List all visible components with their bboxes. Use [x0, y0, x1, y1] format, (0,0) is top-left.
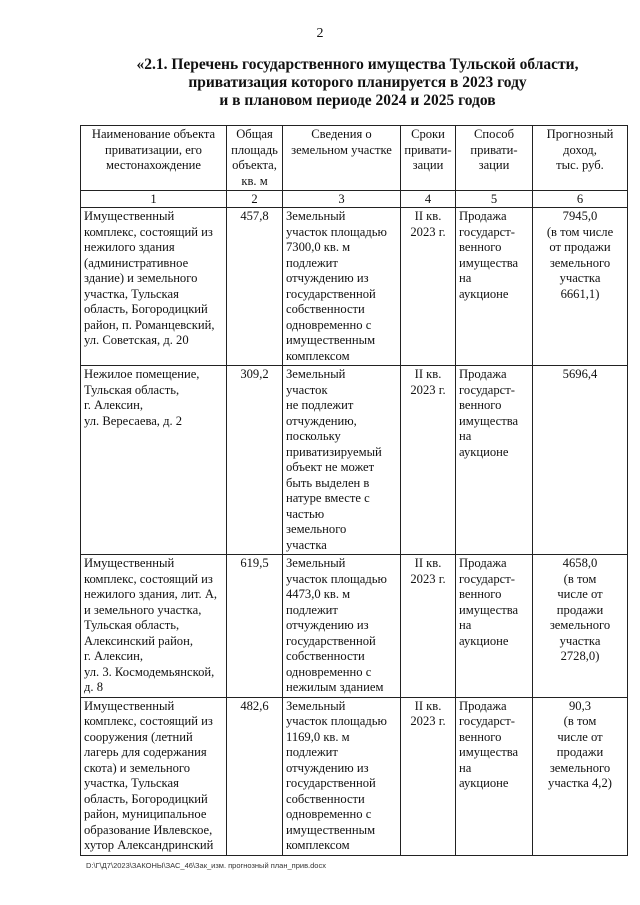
- property-table: [80, 125, 628, 856]
- heading-line-1: «2.1. Перечень государственного имущества Тульской области,: [136, 56, 579, 73]
- header-object-name-line: Наименование объекта: [91, 127, 216, 141]
- land-info-line: не подлежит: [286, 398, 354, 412]
- term-line: 2023 г.: [410, 382, 446, 397]
- land-info-line: участка: [286, 537, 327, 552]
- income-line: (в том: [563, 714, 597, 728]
- column-number: 6: [533, 191, 628, 208]
- income-line: числе от: [557, 587, 603, 601]
- column-number: 3: [283, 191, 401, 208]
- income-line: 2728,0): [560, 649, 600, 663]
- object-name-line: лагерь для содержания: [84, 745, 207, 759]
- cell-method: [456, 697, 533, 855]
- method-line: имущества: [459, 602, 519, 617]
- income-line: 6661,1): [560, 286, 600, 301]
- cell-land-info: [283, 555, 401, 698]
- income-line: продажи: [556, 745, 604, 759]
- cell-area: 457,8: [227, 208, 283, 366]
- method-line: на: [459, 271, 472, 285]
- header-object-name-line: местонахождение: [106, 158, 201, 172]
- land-info-line: государственной: [286, 286, 376, 301]
- header-area-line: Общая: [236, 127, 273, 141]
- object-name-line: (административное: [84, 255, 189, 270]
- term-line: 2023 г.: [410, 224, 446, 239]
- method-line: аукционе: [459, 286, 509, 301]
- land-info-line: объект не может: [286, 460, 375, 474]
- cell-income: [533, 366, 628, 555]
- header-object-name: [81, 126, 227, 191]
- table-header-row: [81, 126, 628, 191]
- header-land-info: [283, 126, 401, 191]
- land-info-line: Земельный: [286, 367, 346, 381]
- term-line: II кв.: [414, 209, 442, 223]
- method-line: имущества: [459, 255, 519, 270]
- header-area-line: площадь: [231, 142, 278, 157]
- income-line: 7945,0: [562, 209, 598, 223]
- method-line: на: [459, 760, 472, 775]
- term-line: II кв.: [414, 556, 442, 570]
- cell-method: [456, 366, 533, 555]
- cell-term: [401, 208, 456, 366]
- method-line: венного: [459, 729, 502, 744]
- land-info-line: 7300,0 кв. м: [286, 240, 351, 254]
- object-name-line: образование Ивлевское,: [84, 822, 213, 837]
- header-term: [401, 126, 456, 191]
- header-area-line: объекта,: [232, 158, 277, 172]
- cell-object-name: [81, 555, 227, 698]
- method-line: Продажа: [459, 209, 507, 223]
- land-info-line: нежилым зданием: [286, 680, 384, 694]
- header-income: [533, 126, 628, 191]
- object-name-line: д. 8: [84, 680, 104, 694]
- method-line: Продажа: [459, 698, 507, 713]
- table-row: [81, 697, 628, 855]
- income-line: участка: [559, 633, 601, 648]
- header-area-line: кв. м: [241, 173, 268, 188]
- land-info-line: комплексом: [286, 348, 350, 363]
- object-name-line: комплекс, состоящий из: [84, 224, 213, 239]
- heading-line-3: и в плановом периоде 2024 и 2025 годов: [219, 92, 496, 109]
- land-info-line: земельного: [286, 522, 347, 536]
- column-number: 5: [456, 191, 533, 208]
- income-line: (в том: [563, 571, 597, 586]
- cell-land-info: [283, 697, 401, 855]
- income-line: (в том числе: [546, 224, 614, 239]
- income-line: земельного: [549, 760, 611, 775]
- table-row: [81, 208, 628, 366]
- table-row: [81, 366, 628, 555]
- object-name-line: г. Алексин,: [84, 398, 144, 412]
- land-info-line: 4473,0 кв. м: [286, 587, 351, 601]
- table-body: [81, 208, 628, 856]
- object-name-line: г. Алексин,: [84, 649, 144, 663]
- header-area: [227, 126, 283, 191]
- header-term-line: зации: [412, 158, 444, 172]
- column-number-row: [81, 191, 628, 208]
- land-info-line: одновременно с: [286, 317, 372, 332]
- term-line: II кв.: [414, 698, 442, 713]
- object-name-line: ул. Вересаева, д. 2: [84, 413, 183, 428]
- table-row: [81, 555, 628, 698]
- land-info-line: участок площадью: [286, 224, 387, 239]
- object-name-line: участка, Тульская: [84, 286, 179, 301]
- method-line: государст-: [459, 714, 515, 728]
- object-name-line: Имущественный: [84, 209, 175, 223]
- cell-income: [533, 697, 628, 855]
- land-info-line: государственной: [286, 776, 376, 790]
- object-name-line: участка, Тульская: [84, 776, 179, 790]
- land-info-line: Земельный: [286, 698, 346, 713]
- method-line: венного: [459, 587, 502, 601]
- land-info-line: одновременно с: [286, 807, 372, 821]
- cell-income: [533, 555, 628, 698]
- column-number: 1: [81, 191, 227, 208]
- cell-method: [456, 208, 533, 366]
- land-info-line: государственной: [286, 633, 376, 648]
- page-number: 2: [316, 26, 324, 41]
- land-info-line: поскольку: [286, 429, 341, 443]
- header-method-line: зации: [478, 158, 510, 172]
- cell-area: 309,2: [227, 366, 283, 555]
- land-info-line: участок площадью: [286, 714, 387, 728]
- file-path-footer: D:\Г\Д7\2023\ЗАКОНЫ\ЗАС_46\Зак_изм. прогнозный план_прив.docx: [86, 861, 326, 870]
- header-method-line: Способ: [473, 127, 515, 141]
- land-info-line: имущественным: [286, 822, 376, 837]
- header-method: [456, 126, 533, 191]
- column-number: 4: [401, 191, 456, 208]
- header-term-line: Сроки: [411, 127, 445, 141]
- cell-term: [401, 366, 456, 555]
- land-info-line: подлежит: [286, 255, 338, 270]
- land-info-line: отчуждению из: [286, 618, 369, 632]
- object-name-line: Тульская область,: [84, 618, 180, 632]
- land-info-line: собственности: [286, 649, 365, 663]
- land-info-line: 1169,0 кв. м: [286, 729, 350, 744]
- method-line: аукционе: [459, 633, 509, 648]
- method-line: имущества: [459, 413, 519, 428]
- land-info-line: частью: [286, 506, 325, 521]
- cell-area: 619,5: [227, 555, 283, 698]
- document-heading: [135, 56, 580, 110]
- land-info-line: быть выделен в: [286, 475, 370, 490]
- term-line: II кв.: [414, 367, 442, 381]
- object-name-line: Тульская область,: [84, 382, 180, 397]
- object-name-line: область, Богородицкий: [84, 791, 208, 806]
- cell-method: [456, 555, 533, 698]
- object-name-line: комплекс, состоящий из: [84, 714, 213, 728]
- header-land-info-line: Сведения о: [311, 127, 372, 141]
- method-line: венного: [459, 240, 502, 254]
- method-line: на: [459, 618, 472, 632]
- heading-line-2: приватизация которого планируется в 2023 году: [188, 74, 527, 91]
- method-line: Продажа: [459, 556, 507, 570]
- term-line: 2023 г.: [410, 714, 446, 728]
- income-line: числе от: [557, 729, 603, 744]
- land-info-line: собственности: [286, 791, 365, 806]
- cell-area: 482,6: [227, 697, 283, 855]
- income-line: земельного: [549, 255, 611, 270]
- land-info-line: отчуждению,: [286, 413, 357, 428]
- land-info-line: имущественным: [286, 333, 376, 347]
- income-line: 90,3: [568, 698, 592, 713]
- method-line: государст-: [459, 382, 515, 397]
- object-name-line: Алексинский район,: [84, 633, 193, 648]
- object-name-line: хутор Александринский: [84, 838, 214, 852]
- header-income-line: Прогнозный: [546, 127, 614, 141]
- object-name-line: здание) и земельного: [84, 271, 198, 285]
- method-line: государст-: [459, 224, 515, 239]
- land-info-line: участок площадью: [286, 571, 387, 586]
- income-line: участка 4,2): [548, 776, 612, 790]
- cell-term: [401, 697, 456, 855]
- cell-land-info: [283, 208, 401, 366]
- method-line: Продажа: [459, 367, 507, 381]
- object-name-line: нежилого здания, лит. А,: [84, 587, 218, 601]
- object-name-line: район, п. Романцевский,: [84, 317, 215, 332]
- method-line: венного: [459, 398, 502, 412]
- income-line: земельного: [549, 618, 611, 632]
- land-info-line: собственности: [286, 302, 365, 316]
- term-line: 2023 г.: [410, 571, 446, 586]
- land-info-line: одновременно с: [286, 664, 372, 679]
- land-info-line: подлежит: [286, 602, 338, 617]
- header-term-line: привати-: [404, 142, 452, 157]
- cell-income: [533, 208, 628, 366]
- object-name-line: комплекс, состоящий из: [84, 571, 213, 586]
- object-name-line: Имущественный: [84, 698, 175, 713]
- object-name-line: ул. 3. Космодемьянской,: [84, 664, 215, 679]
- land-info-line: комплексом: [286, 838, 350, 852]
- header-method-line: привати-: [470, 142, 518, 157]
- object-name-line: ул. Советская, д. 20: [84, 333, 189, 347]
- header-land-info-line: земельном участке: [291, 142, 392, 157]
- object-name-line: Нежилое помещение,: [84, 367, 200, 381]
- income-line: 4658,0: [562, 556, 598, 570]
- land-info-line: участок: [286, 382, 328, 397]
- land-info-line: приватизируемый: [286, 444, 382, 459]
- cell-land-info: [283, 366, 401, 555]
- method-line: государст-: [459, 571, 515, 586]
- object-name-line: область, Богородицкий: [84, 302, 208, 316]
- object-name-line: сооружения (летний: [84, 729, 193, 744]
- income-line: участка: [559, 271, 601, 285]
- object-name-line: район, муниципальное: [84, 807, 207, 821]
- method-line: имущества: [459, 745, 519, 759]
- header-income-line: тыс. руб.: [556, 158, 604, 172]
- land-info-line: Земельный: [286, 209, 346, 223]
- cell-object-name: [81, 697, 227, 855]
- cell-term: [401, 555, 456, 698]
- object-name-line: скота) и земельного: [84, 760, 191, 775]
- object-name-line: нежилого здания: [84, 240, 175, 254]
- land-info-line: отчуждению из: [286, 271, 369, 285]
- income-line: продажи: [556, 602, 604, 617]
- object-name-line: и земельного участка,: [84, 602, 202, 617]
- cell-object-name: [81, 208, 227, 366]
- income-line: от продажи: [549, 240, 611, 254]
- land-info-line: натуре вместе с: [286, 491, 370, 505]
- header-object-name-line: приватизации, его: [105, 142, 202, 157]
- land-info-line: подлежит: [286, 745, 338, 759]
- land-info-line: Земельный: [286, 556, 346, 570]
- column-number: 2: [227, 191, 283, 208]
- method-line: аукционе: [459, 776, 509, 790]
- header-income-line: доход,: [563, 142, 597, 157]
- object-name-line: Имущественный: [84, 556, 175, 570]
- method-line: аукционе: [459, 444, 509, 459]
- income-line: 5696,4: [562, 367, 598, 381]
- land-info-line: отчуждению из: [286, 760, 369, 775]
- method-line: на: [459, 429, 472, 443]
- cell-object-name: [81, 366, 227, 555]
